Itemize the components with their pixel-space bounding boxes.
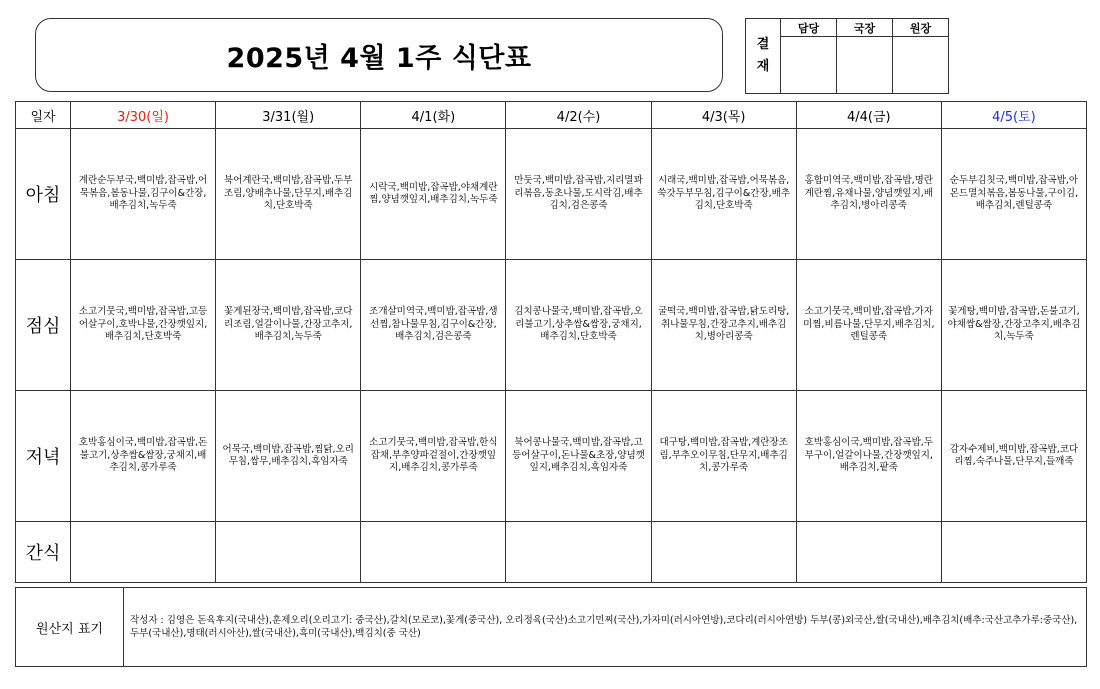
- origin-label: 원산지 표기: [16, 588, 124, 666]
- day-header-tue: 4/1(화): [361, 102, 506, 129]
- menu-cell: 김치콩나물국,백미밥,잡곡밥,오리불고기,상추쌈&쌈장,궁채지,배추김치,단호박죽: [506, 260, 651, 391]
- row-label-dinner: 저녁: [16, 391, 71, 522]
- menu-cell: 북어콩나물국,백미밥,잡곡밥,고등어살구이,돈나물&초장,양념깻잎지,배추김치,흑임자죽: [506, 391, 651, 522]
- menu-cell: [361, 522, 506, 583]
- menu-cell: 홍합미역국,백미밥,잡곡밥,명란계란찜,유채나물,양념깻잎지,배추김치,병아리콩죽: [796, 129, 941, 260]
- table-row-breakfast: [16, 129, 1087, 260]
- menu-cell: 어묵국,백미밥,잡곡밥,찜닭,오리무침,쌈무,배추김치,흑임자죽: [216, 391, 361, 522]
- approval-sign-head[interactable]: [893, 37, 949, 94]
- menu-cell: [651, 522, 796, 583]
- menu-cell: 감자수제비,백미밥,잡곡밥,코다리찜,숙주나물,단무지,들깨죽: [941, 391, 1086, 522]
- menu-cell: [506, 522, 651, 583]
- menu-cell: [216, 522, 361, 583]
- row-label-breakfast: 아침: [16, 129, 71, 260]
- header-row: [16, 102, 1087, 129]
- menu-cell: 소고기뭇국,백미밥,잡곡밥,한식잡채,부추양파겉절이,간장깻잎지,배추김치,콩가루죽: [361, 391, 506, 522]
- day-header-sun: 3/30(일): [71, 102, 216, 129]
- menu-cell: 꽃게탕,백미밥,잡곡밥,돈불고기,야채쌈&쌈장,간장고추지,배추김치,녹두죽: [941, 260, 1086, 391]
- approval-header-manager: 담당: [781, 19, 837, 37]
- menu-cell: 호박홍심이국,백미밥,잡곡밥,두부구이,얼갈이나물,간장깻잎지,배추김치,팥죽: [796, 391, 941, 522]
- menu-cell: 꽃게된장국,백미밥,잡곡밥,코다리조림,얼갈이나물,간장고추지,배추김치,녹두죽: [216, 260, 361, 391]
- origin-section: [15, 587, 1087, 667]
- day-header-sat: 4/5(토): [941, 102, 1086, 129]
- row-label-snack: 간식: [16, 522, 71, 583]
- approval-header-director: 국장: [837, 19, 893, 37]
- day-header-mon: 3/31(월): [216, 102, 361, 129]
- menu-cell: 만둣국,백미밥,잡곡밥,지리멸꽈리볶음,동초나물,도시락김,배추김치,검은콩죽: [506, 129, 651, 260]
- menu-cell: 굴떡국,백미밥,잡곡밥,닭도리탕,취나물무침,간장고추지,배추김치,병아리콩죽: [651, 260, 796, 391]
- table-row-lunch: [16, 260, 1087, 391]
- day-header-wed: 4/2(수): [506, 102, 651, 129]
- menu-cell: 시락국,백미밥,잡곡밥,야채계란찜,양념깻잎지,배추김치,녹두죽: [361, 129, 506, 260]
- approval-sign-director[interactable]: [837, 37, 893, 94]
- table-row-snack: [16, 522, 1087, 583]
- origin-text: 작성자 : 김영은 돈육후지(국내산),훈제오리(오리고기: 중국산),갈치(모로코),꽃게(중국산), 오리정육(국산)소고기민찌(국산),가자미(러시아연방),코다리(러시아연방) 두부(콩)외국산,쌀(국내산),배추김치(배추:국산고추가루:중국산),두부(국내산),명태(러시아산),쌀(국내산),흑미(국내산),백김치(중 국산): [130, 615, 1078, 639]
- menu-cell: 북어계란국,백미밥,잡곡밥,두부조림,양배추나물,단무지,배추김치,단호박죽: [216, 129, 361, 260]
- approval-box: [745, 18, 949, 94]
- table-row-dinner: [16, 391, 1087, 522]
- row-label-lunch: 점심: [16, 260, 71, 391]
- day-header-thu: 4/3(목): [651, 102, 796, 129]
- menu-cell: 소고기뭇국,백미밥,잡곡밥,가자미찜,비름나물,단무지,배추김치,렌틸콩죽: [796, 260, 941, 391]
- menu-cell: [796, 522, 941, 583]
- menu-cell: 계란순두부국,백미밥,잡곡밥,어묵볶음,봄동나물,김구이&간장,배추김치,녹두죽: [71, 129, 216, 260]
- menu-cell: 시래국,백미밥,잡곡밥,어묵볶음,쑥갓두부무침,김구이&간장,배추김치,단호박죽: [651, 129, 796, 260]
- menu-cell: [71, 522, 216, 583]
- corner-cell: 일자: [16, 102, 71, 129]
- menu-cell: 소고기뭇국,백미밥,잡곡밥,고등어살구이,호박나물,간장깻잎지,배추김치,단호박죽: [71, 260, 216, 391]
- approval-label-text: 결 재: [756, 37, 770, 74]
- menu-cell: 조개살미역국,백미밥,잡곡밥,생선찜,참나물무침,김구이&간장,배추김치,검은콩죽: [361, 260, 506, 391]
- menu-cell: 순두부김칫국,백미밥,잡곡밥,아몬드멸치볶음,봄동나물,구이김,배추김치,렌틸콩죽: [941, 129, 1086, 260]
- approval-header-head: 원장: [893, 19, 949, 37]
- day-header-fri: 4/4(금): [796, 102, 941, 129]
- title-box: [35, 18, 723, 92]
- menu-cell: [941, 522, 1086, 583]
- approval-sign-manager[interactable]: [781, 37, 837, 94]
- menu-table: [15, 101, 1087, 583]
- menu-cell: 호박홍심이국,백미밥,잡곡밥,돈불고기,상추쌈&쌈장,궁채지,배추김치,콩가루죽: [71, 391, 216, 522]
- menu-cell: 대구탕,백미밥,잡곡밥,계란장조림,부추오이무침,단무지,배추김치,콩가루죽: [651, 391, 796, 522]
- page-title: 2025년 4월 1주 식단표: [226, 42, 532, 74]
- approval-label: [746, 19, 781, 94]
